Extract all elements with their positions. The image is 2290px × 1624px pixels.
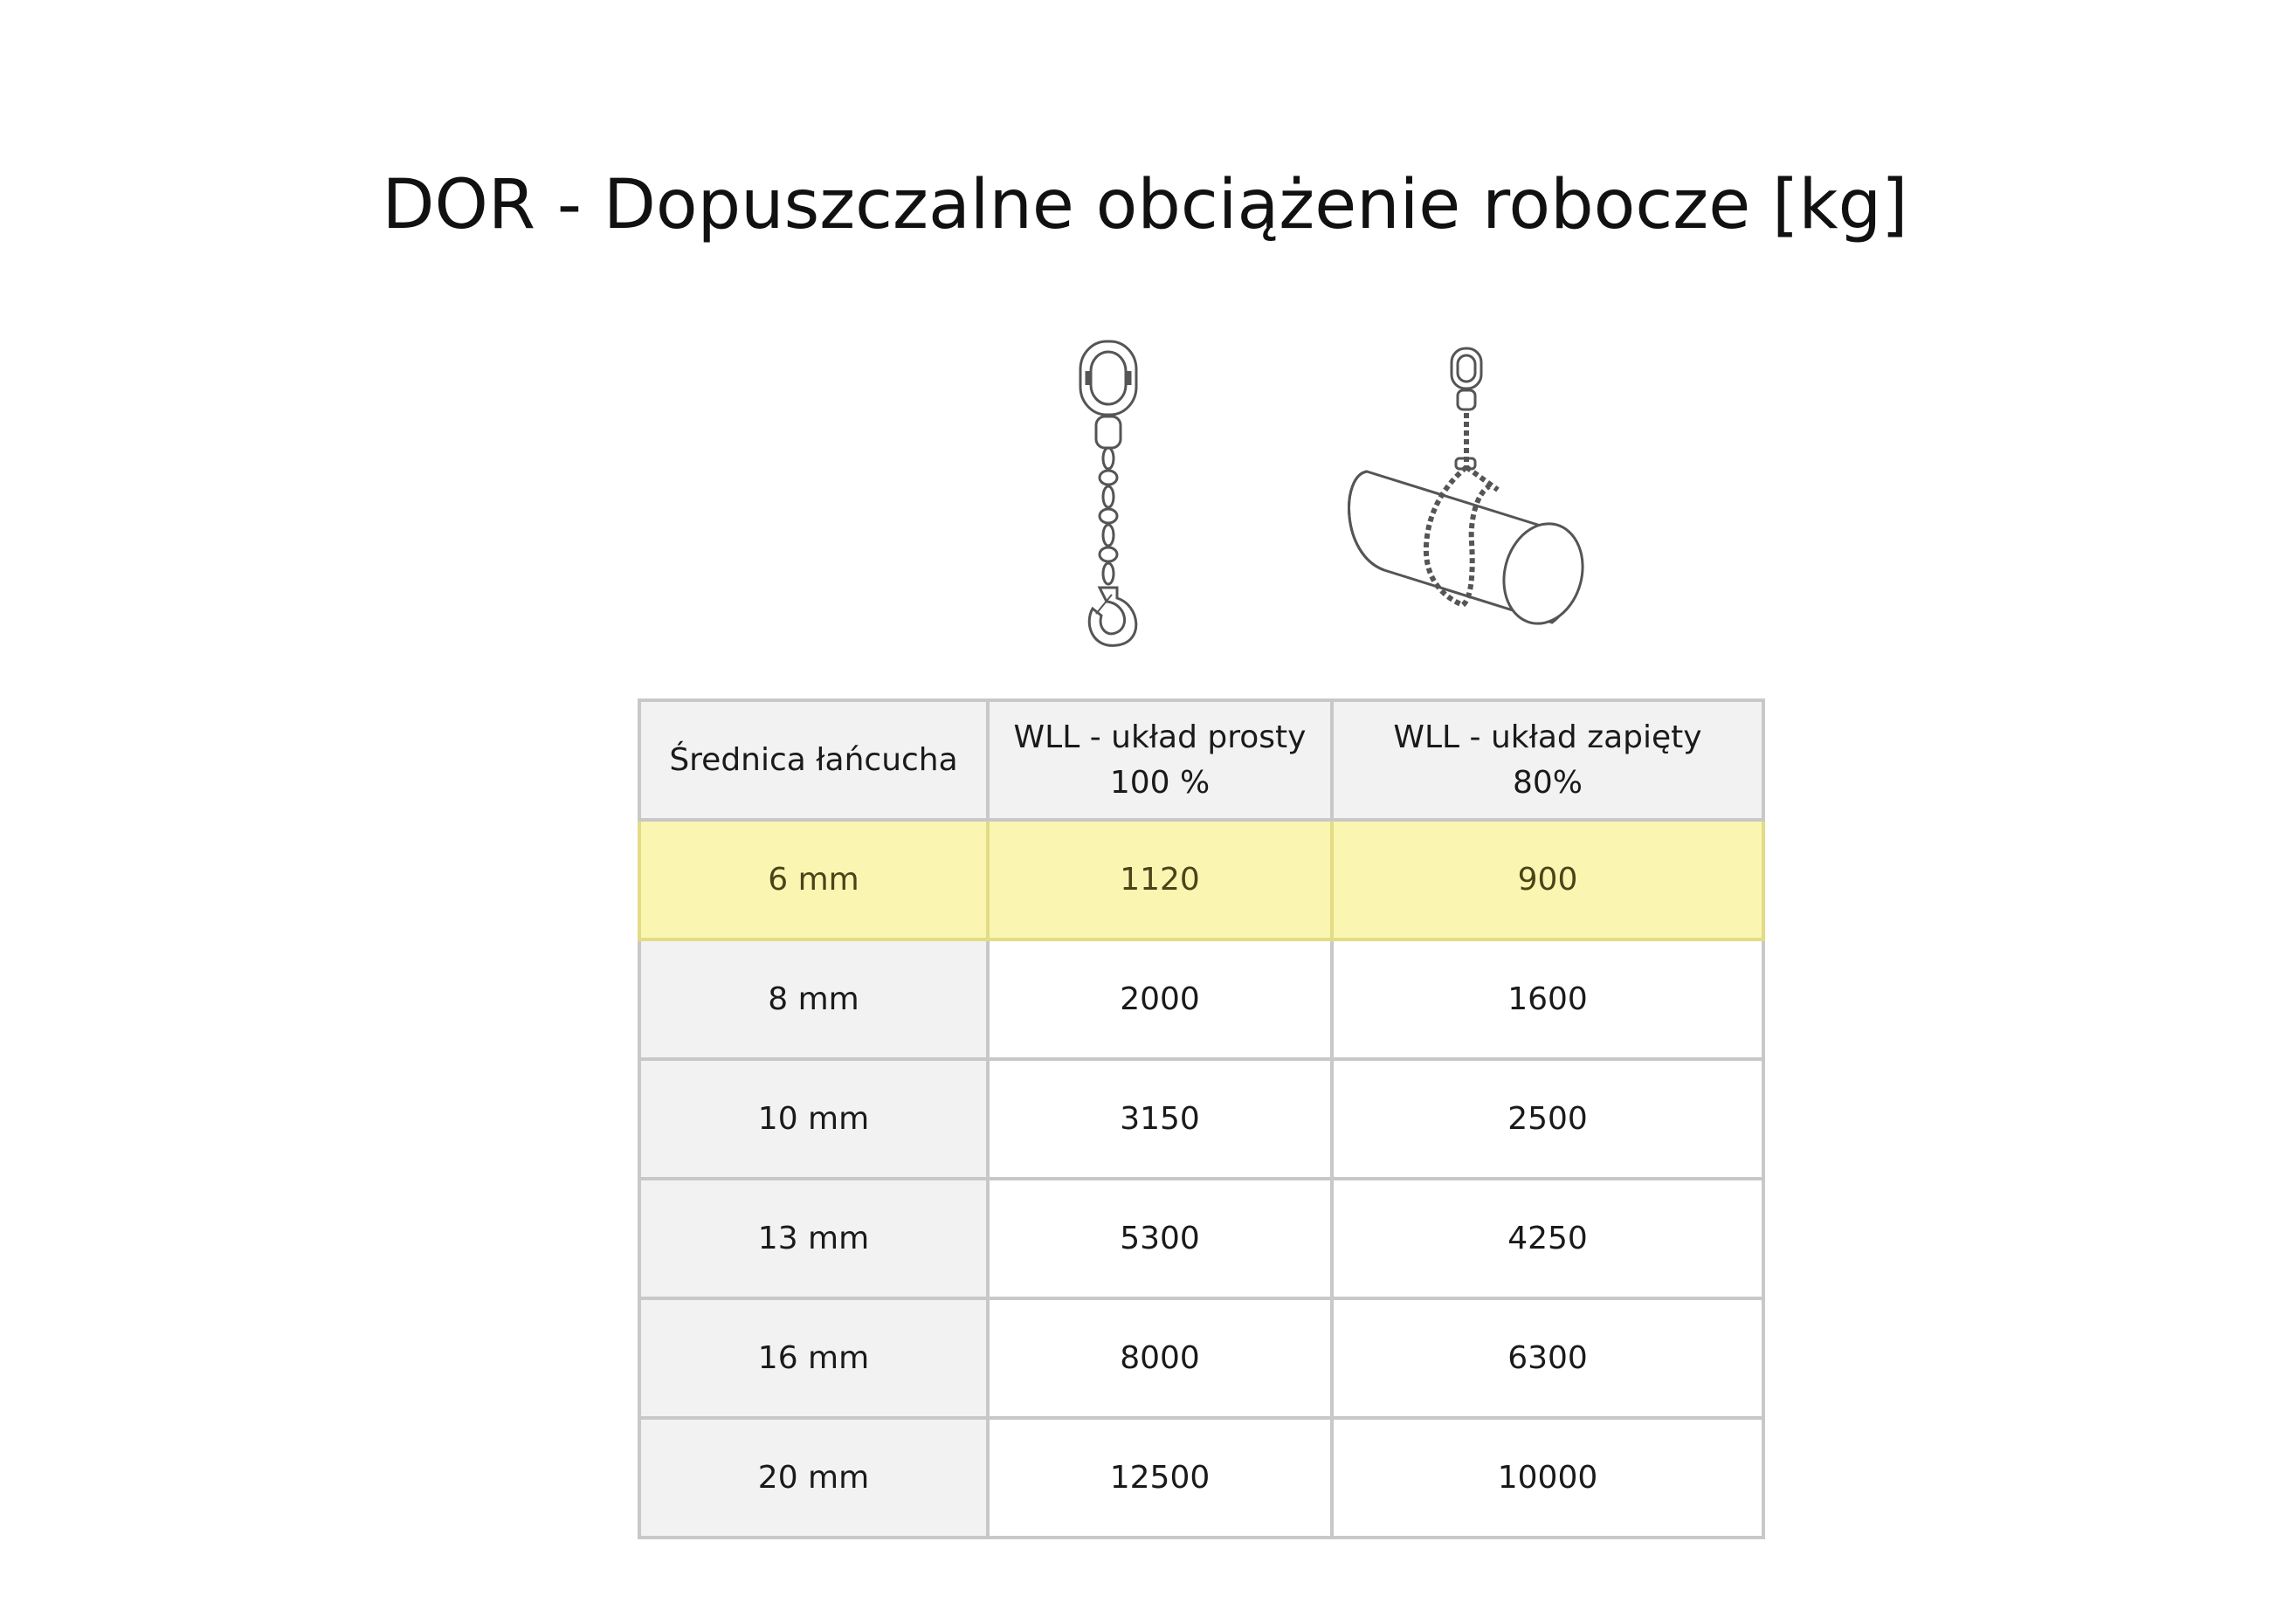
header-wll-choked bbox=[1332, 700, 1763, 820]
cell-wll-straight: 2000 bbox=[988, 939, 1332, 1059]
cell-wll-choked: 6300 bbox=[1332, 1298, 1763, 1418]
cell-diameter: 13 mm bbox=[639, 1179, 988, 1298]
cell-diameter: 10 mm bbox=[639, 1059, 988, 1179]
cell-wll-straight: 1120 bbox=[988, 820, 1332, 939]
cell-wll-choked: 2500 bbox=[1332, 1059, 1763, 1179]
table-row bbox=[639, 1179, 1763, 1298]
cell-diameter: 20 mm bbox=[639, 1418, 988, 1538]
table-header-row bbox=[639, 700, 1763, 820]
table-row bbox=[639, 1059, 1763, 1179]
table-row bbox=[639, 939, 1763, 1059]
table-row bbox=[639, 1418, 1763, 1538]
cell-wll-straight: 3150 bbox=[988, 1059, 1332, 1179]
table-row bbox=[639, 820, 1763, 939]
header-diameter bbox=[639, 700, 988, 820]
cell-diameter: 6 mm bbox=[639, 820, 988, 939]
cell-diameter: 8 mm bbox=[639, 939, 988, 1059]
cell-wll-choked: 10000 bbox=[1332, 1418, 1763, 1538]
header-wll-straight-line1: WLL - układ prosty bbox=[1013, 719, 1307, 755]
cell-wll-choked: 4250 bbox=[1332, 1179, 1763, 1298]
cell-wll-choked: 1600 bbox=[1332, 939, 1763, 1059]
header-wll-choked-line2: 80% bbox=[1512, 764, 1583, 801]
table-row bbox=[639, 1298, 1763, 1418]
cell-wll-straight: 12500 bbox=[988, 1418, 1332, 1538]
chain-sling-choked-icon bbox=[1323, 336, 1611, 650]
page-title: DOR - Dopuszczalne obciążenie robocze [kg] bbox=[382, 166, 1908, 244]
cell-wll-choked: 900 bbox=[1332, 820, 1763, 939]
chain-sling-straight-icon bbox=[1061, 336, 1166, 650]
header-diameter-label: Średnica łańcucha bbox=[669, 741, 958, 778]
header-wll-choked-line1: WLL - układ zapięty bbox=[1393, 719, 1702, 755]
wll-table bbox=[638, 698, 1765, 1539]
cell-wll-straight: 8000 bbox=[988, 1298, 1332, 1418]
header-wll-straight-line2: 100 % bbox=[1109, 764, 1211, 801]
header-wll-straight bbox=[988, 700, 1332, 820]
cell-diameter: 16 mm bbox=[639, 1298, 988, 1418]
cell-wll-straight: 5300 bbox=[988, 1179, 1332, 1298]
